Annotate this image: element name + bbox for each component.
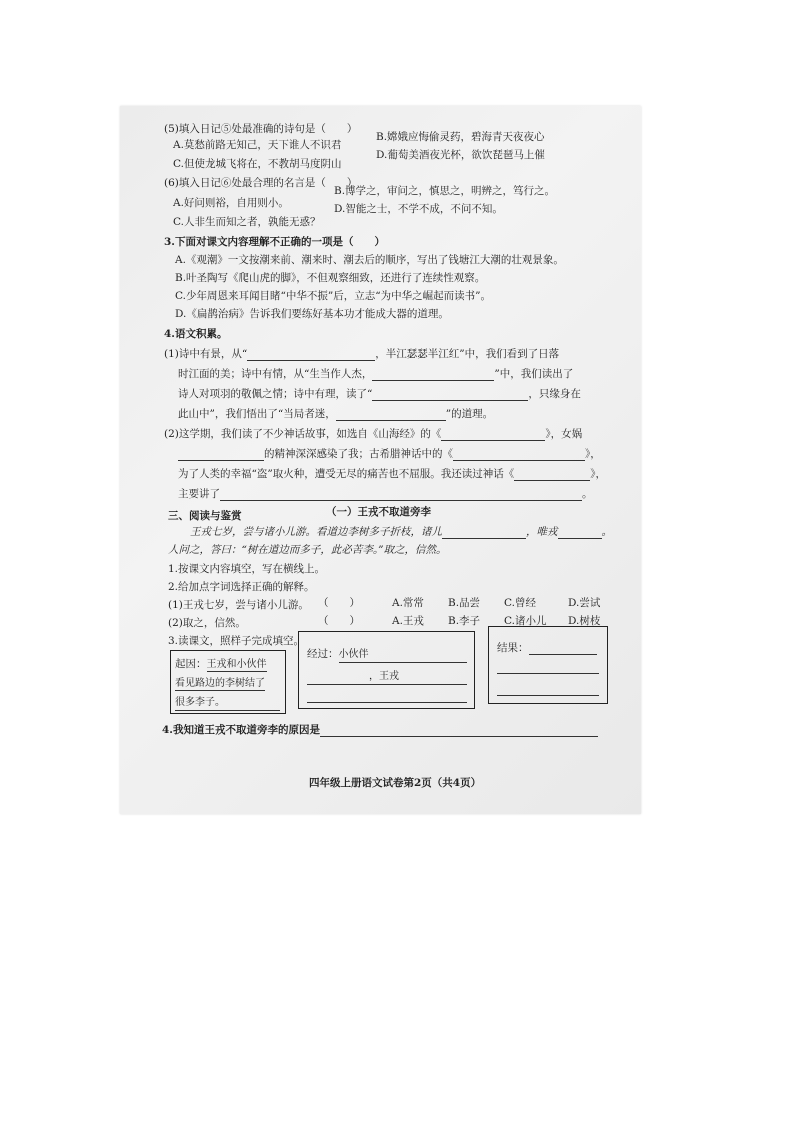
q4-p1-line4: 此山中”，我们悟出了“当局者迷， ”的道理。 (178, 408, 494, 420)
result-box (488, 626, 608, 704)
blank[interactable] (372, 369, 494, 381)
q4-p2-line4: 主要讲了 。 (178, 488, 593, 500)
r2-item1: (1)王戎七岁，尝与诸小儿游。 (168, 599, 309, 611)
blank[interactable] (442, 527, 526, 539)
q4-p1-line3: 诗人对项羽的敬佩之情；诗中有理，读了“ ，只缘身在 (178, 388, 581, 400)
blank[interactable] (336, 409, 446, 421)
q4-p1-line2: 时江面的美；诗中有情，从“生当作人杰， ”中，我们读出了 (178, 368, 574, 380)
cause-line1: 王戎和小伙伴 (206, 659, 267, 670)
q6-option-d: D.智能之士，不学不成，不问不知。 (334, 203, 503, 215)
cause-line2: 看见路边的李树结了 (175, 678, 265, 689)
process-blank-line[interactable] (307, 702, 467, 703)
r2-item2-opt-b: B.李子 (448, 615, 481, 627)
q4-p2-line1: (2)这学期，我们读了不少神话故事，如选自《山海经》的《 》，女娲 (164, 428, 583, 440)
process-line1: 小伙伴 (339, 648, 467, 663)
blank[interactable] (220, 489, 582, 501)
result-blank-line-1[interactable] (497, 673, 599, 674)
q6-stem: (6)填入日记⑥处最合理的名言是（ ） (164, 177, 358, 189)
r2-item2-opt-a: A.王戎 (392, 615, 424, 627)
cause-line3: 很多李子。 (175, 696, 280, 711)
page-footer: 四年级上册语文试卷第2页（共4页） (309, 777, 482, 789)
blank[interactable] (441, 429, 545, 441)
blank[interactable] (529, 643, 597, 655)
r2-item2-answer[interactable]: （ ） (318, 615, 360, 627)
r2-stem: 2.给加点字词选择正确的解释。 (168, 581, 315, 593)
q4-title: 4.语文积累。 (164, 328, 228, 340)
cause-box (170, 650, 286, 714)
r3-stem: 3.读课文，照样子完成填空。 (168, 635, 305, 647)
q3-option-a: A.《观潮》一文按潮来前、潮来时、潮去后的顺序，写出了钱塘江大潮的壮观景象。 (175, 254, 564, 266)
r2-item2-opt-c: C.诸小儿 (504, 615, 547, 627)
q6-option-b: B.博学之，审问之，慎思之，明辨之，笃行之。 (334, 185, 556, 197)
r2-item1-opt-c: C.曾经 (504, 597, 536, 609)
blank[interactable] (320, 725, 598, 737)
result-blank-line-2[interactable] (497, 695, 599, 696)
blank[interactable] (372, 389, 528, 401)
blank[interactable] (453, 449, 585, 461)
q3-stem: 3.下面对课文内容理解不正确的一项是（ ） (164, 236, 385, 248)
r2-item1-opt-d: D.尝试 (568, 597, 601, 609)
result-label: 结果： (497, 642, 529, 654)
r2-item1-opt-a: A.常常 (392, 597, 424, 609)
q3-option-d: D.《扁鹊治病》告诉我们要练好基本功才能成大器的道理。 (175, 308, 449, 320)
r4-line: 4.我知道王戎不取道旁李的原因是 (162, 724, 598, 737)
r2-item2: (2)取之，信然。 (168, 617, 246, 629)
process-line2: ，王戎 (369, 670, 467, 685)
q5-option-c: C.但使龙城飞将在，不教胡马度阴山 (173, 158, 342, 170)
r2-item1-answer[interactable]: （ ） (318, 597, 360, 609)
r2-item2-opt-d: D.树枝 (568, 615, 601, 627)
q6-option-c: C.人非生而知之者，孰能无惑？ (173, 216, 321, 228)
q4-p1-line1: (1)诗中有景，从“ ，半江瑟瑟半江红”中，我们看到了日落 (164, 348, 560, 360)
q5-option-b: B.嫦娥应悔偷灵药，碧海青天夜夜心 (376, 131, 545, 143)
process-label: 经过： (307, 648, 339, 660)
blank[interactable] (514, 469, 590, 481)
q5-option-a: A.莫愁前路无知己，天下谁人不识君 (173, 139, 342, 151)
q3-option-b: B.叶圣陶写《爬山虎的脚》，不但观察细致，还进行了连续性观察。 (175, 272, 486, 284)
process-box (298, 631, 475, 709)
q3-option-c: C.少年周恩来耳闻目睹“中华不振”后，立志“为中华之崛起而读书”。 (175, 290, 491, 302)
r2-item1-opt-b: B.品尝 (448, 597, 481, 609)
cause-label: 起因： (175, 658, 207, 670)
section3-subtitle: （一）王戎不取道旁李 (326, 506, 431, 518)
q4-p2-line3: 为了人类的幸福“盗”取火种，遭受无尽的痛苦也不屈服。我还读过神话《 》， (178, 468, 606, 480)
blank[interactable] (178, 449, 264, 461)
q4-p2-line2: 的精神深深感染了我；古希腊神话中的《 》， (178, 448, 601, 461)
passage-line1: 王戎七岁，尝与诸小儿游。看道边李树多子折枝，诸儿 ，唯戎 。 (190, 526, 612, 538)
blank[interactable] (558, 527, 602, 539)
q6-option-a: A.好问则裕，自用则小。 (173, 197, 289, 209)
blank[interactable] (247, 349, 375, 361)
q5-option-d: D.葡萄美酒夜光杯，欲饮琵琶马上催 (376, 149, 545, 161)
exam-page-photo (120, 106, 641, 814)
section3-title: 三、阅读与鉴赏 (168, 510, 242, 522)
blank[interactable] (307, 673, 369, 685)
q5-stem: (5)填入日记⑤处最准确的诗句是（ ） (164, 123, 358, 135)
r1-text: 1.按课文内容填空，写在横线上。 (168, 563, 326, 575)
passage-line2: 人问之，答曰：“树在道边而多子，此必苦李。”取之，信然。 (168, 544, 447, 556)
